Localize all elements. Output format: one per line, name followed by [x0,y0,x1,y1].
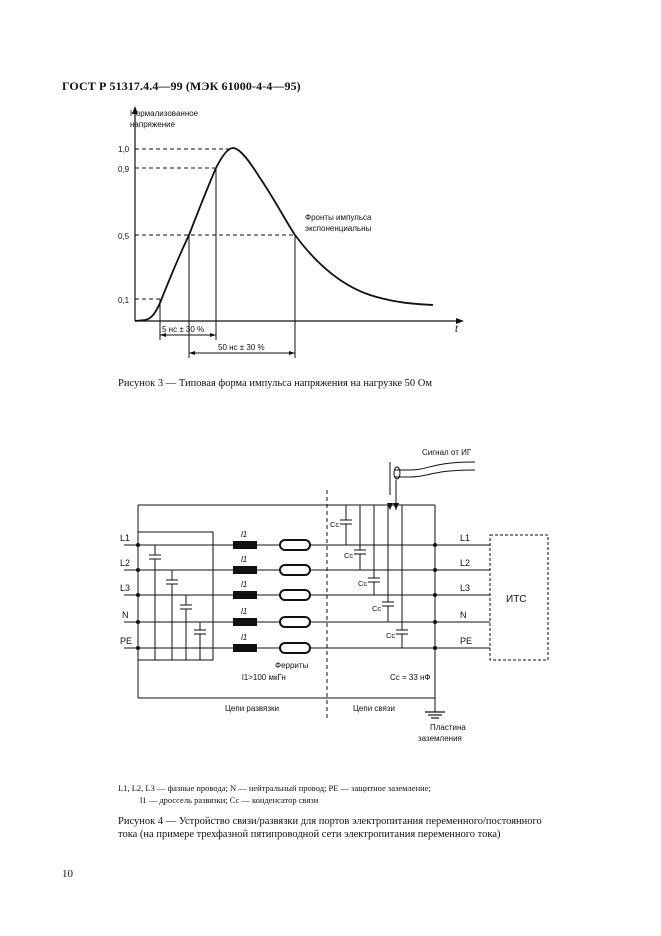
cap-label: Cc [386,631,396,640]
annotation-2: экспоненциальны [305,224,372,233]
ground-label-1: Пластина [430,723,466,732]
ferrite-icon [280,617,310,627]
pulse-width-label: 50 нс ± 30 % [218,343,265,352]
choke-label: l1 [241,633,248,642]
ground-label-2: заземления [418,734,462,743]
signal-label: Сигнал от ИГ [422,448,472,457]
ferrite-icon [280,643,310,653]
y-axis-label-1: Нормализованное [130,109,199,118]
cap-label: Cc [344,551,354,560]
annotation-1: Фронты импульса [305,213,372,222]
pulse-waveform-chart [100,100,480,370]
y-tick-label: 0,1 [118,296,130,305]
cap-label: Cc [330,520,340,529]
x-axis-label: t [455,324,458,335]
line-label: L2 [120,558,131,568]
choke-L2 [233,566,257,574]
legend-line-1: L1, L2, L3 — фазные провода; N — нейтральный провод; PE — защитное заземление; [118,783,431,793]
choke-label: l1 [241,607,248,616]
cap-label: Cc [372,604,382,613]
coupling-section-label: Цепи связи [353,704,396,713]
cap-label: Cc [358,579,368,588]
y-tick-label: 0,9 [118,165,130,174]
line-label: L3 [460,583,471,593]
eut-label: ИТС [506,594,527,605]
line-label: L1 [120,533,131,543]
page-number: 10 [62,868,73,880]
decoupling-section-label: Цепи развязки [225,704,279,713]
choke-label: l1 [241,530,248,539]
ferrite-icon [280,540,310,550]
legend-line-2: l1 — дроссель развязки; Cc — конденсатор связи [140,795,319,805]
choke-N [233,618,257,626]
y-tick-label: 0,5 [118,232,130,241]
ferrite-icon [280,565,310,575]
rise-time-label: 5 нс ± 30 % [162,325,205,334]
choke-value-label: l1>100 мкГн [242,673,286,682]
line-label: L2 [460,558,471,568]
ferrites-label: Ферриты [275,661,309,670]
figure-4-legend [118,782,431,806]
choke-label: l1 [241,580,248,589]
line-label: PE [120,636,133,646]
y-axis-label-2: напряжение [130,120,176,129]
cap-value-label: Cc = 33 нФ [390,673,431,682]
line-label: L3 [120,583,131,593]
y-tick-label: 1,0 [118,145,130,154]
choke-L1 [233,541,257,549]
line-label: L1 [460,533,471,543]
choke-L3 [233,591,257,599]
ferrite-icon [280,590,310,600]
figure-4-caption: Рисунок 4 — Устройство связи/развязки для портов электропитания переменного/постоянного тока (на примере трехфазной пятипроводной сети электропитания переменного тока) [118,816,542,840]
line-label: N [460,610,467,620]
line-label: N [122,610,129,620]
figure-3-caption: Рисунок 3 — Типовая форма импульса напряжения на нагрузке 50 Ом [118,378,432,389]
document-header: ГОСТ Р 51317.4.4—99 (МЭК 61000-4-4—95) [62,79,301,93]
choke-label: l1 [241,555,248,564]
line-label: PE [460,636,473,646]
choke-PE [233,644,257,652]
coupling-decoupling-schematic [110,440,560,760]
